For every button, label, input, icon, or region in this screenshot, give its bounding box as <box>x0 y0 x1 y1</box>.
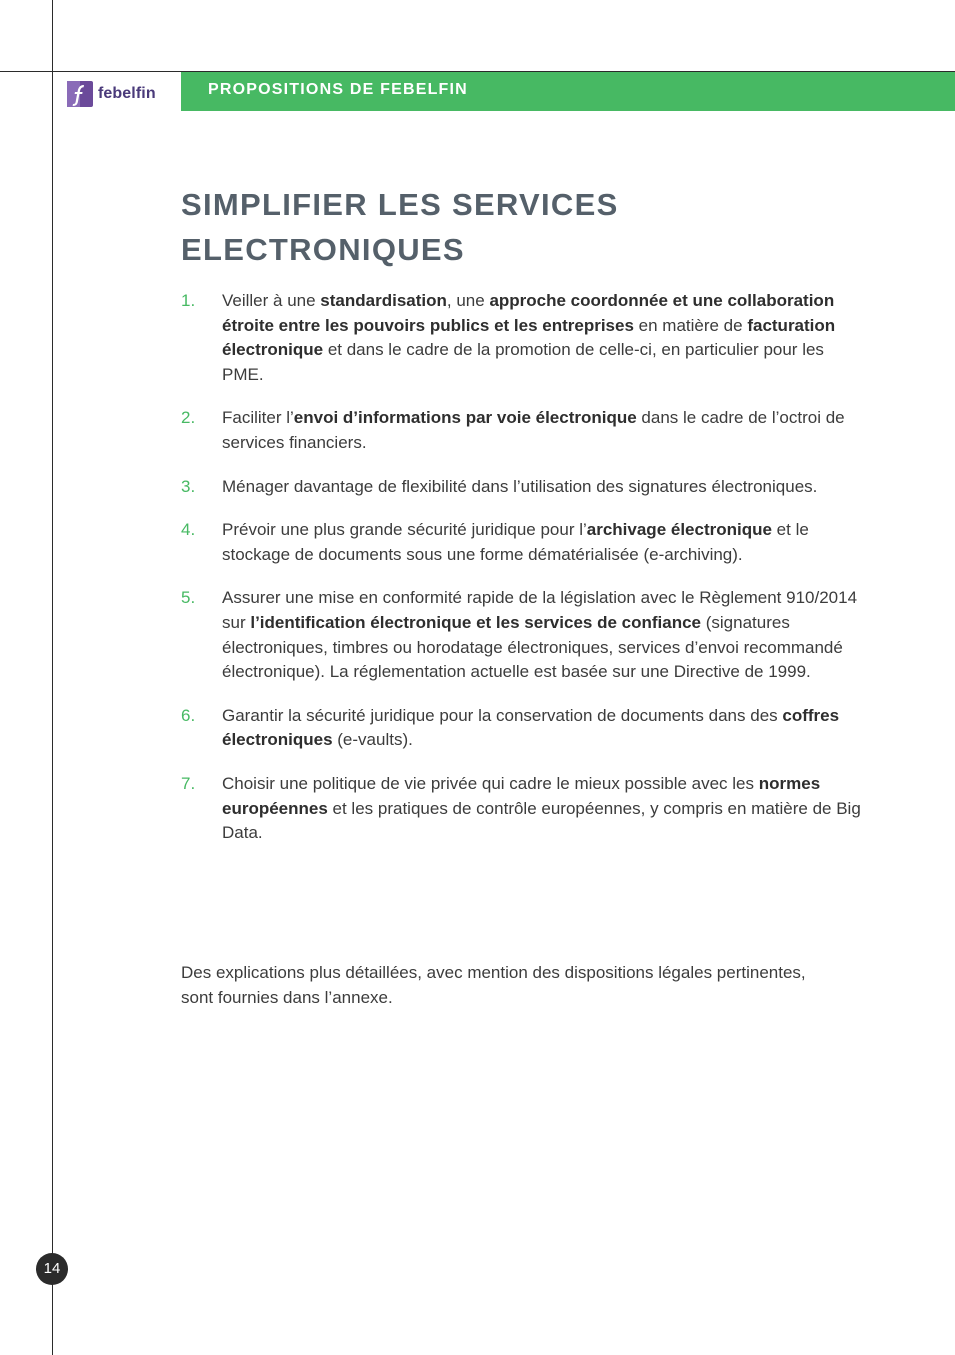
proposal-number: 2. <box>181 408 196 428</box>
proposal-text: et dans le cadre de la promotion de celle-ci, en particulier pour les PME. <box>222 340 824 384</box>
proposal-item <box>181 475 861 500</box>
proposal-number: 5. <box>181 588 196 608</box>
proposal-item <box>181 406 861 455</box>
proposal-text: Veiller à une <box>222 291 321 310</box>
proposal-text: Garantir la sécurité juridique pour la conservation de documents dans des <box>222 705 783 725</box>
page-title <box>181 182 821 272</box>
proposal-number: 6. <box>181 705 196 725</box>
proposal-number: 7. <box>181 773 196 793</box>
proposal-text: Faciliter l’ <box>222 408 294 428</box>
proposal-number: 4. <box>181 520 196 540</box>
proposal-text: Choisir une politique de vie privée qui cadre le mieux possible avec les <box>222 773 759 793</box>
page-title-line-2: ELECTRONIQUES <box>181 232 465 267</box>
section-banner <box>181 72 955 111</box>
page-title-line-1: SIMPLIFIER LES SERVICES <box>181 187 619 222</box>
proposal-emphasis: archivage électronique <box>586 520 772 540</box>
proposal-list <box>181 289 861 865</box>
proposal-item <box>181 289 861 387</box>
proposal-item <box>181 518 861 567</box>
proposal-number: 3. <box>181 476 196 496</box>
proposal-text: et les pratiques de contrôle européennes, y compris en matière de Big Data. <box>222 798 861 843</box>
proposal-text: (signatures électroniques, timbres ou horodatage électroniques, services d’envoi recommandé électronique). La réglementation actuelle est basée sur une Directive de 1999. <box>222 612 843 682</box>
proposal-text: (e-vaults). <box>332 730 413 750</box>
proposal-text: et le stockage de documents sous une forme dématérialisée (e-archiving). <box>222 520 809 564</box>
proposal-emphasis: l’identification électronique et les services de confiance <box>250 612 701 632</box>
febelfin-logo <box>67 81 156 107</box>
annex-note: Des explications plus détaillées, avec mention des dispositions légales pertinentes, sont fournies dans l’annexe. <box>181 963 806 1007</box>
proposal-item <box>181 772 861 846</box>
banner-title: PROPOSITIONS DE FEBELFIN <box>208 81 468 98</box>
proposal-emphasis: normes européennes <box>222 773 821 818</box>
proposal-emphasis: envoi d’informations par voie électronique <box>293 408 637 428</box>
proposal-emphasis: standardisation <box>320 291 447 310</box>
proposal-text: Ménager davantage de flexibilité dans l’utilisation des signatures électroniques. <box>222 476 818 496</box>
page-number-badge: 14 <box>36 1253 68 1285</box>
proposal-emphasis: approche coordonnée et une collaboration étroite entre les pouvoirs publics et les entreprises <box>222 291 835 335</box>
proposal-emphasis: facturation électronique <box>222 315 836 360</box>
logo-wordmark: febelfin <box>98 85 156 102</box>
margin-rule-vertical <box>52 0 53 1355</box>
proposal-item <box>181 586 861 684</box>
proposal-emphasis: coffres électroniques <box>222 705 840 750</box>
febelfin-logo-icon <box>67 81 93 107</box>
proposal-text: dans le cadre de l’octroi de services financiers. <box>222 408 845 452</box>
proposal-number: 1. <box>181 291 196 310</box>
proposal-text: , une <box>446 291 490 310</box>
proposal-text: en matière de <box>633 315 748 335</box>
proposal-text: Prévoir une plus grande sécurité juridique pour l’ <box>222 520 587 540</box>
proposal-text: Assurer une mise en conformité rapide de la législation avec le Règlement 910/2014 sur <box>222 588 858 632</box>
proposal-item <box>181 704 861 753</box>
